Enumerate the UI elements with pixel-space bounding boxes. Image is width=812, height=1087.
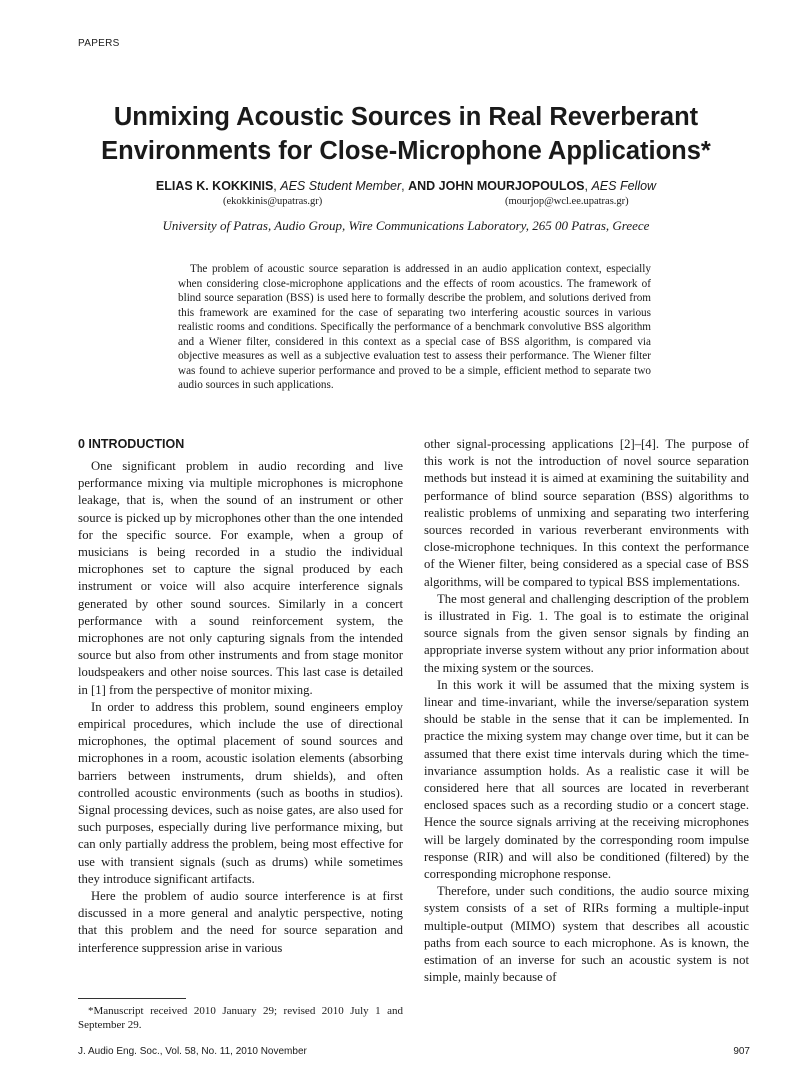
paragraph: One significant problem in audio recording and live performance mixing via multiple microphones is microphone leakage, that is, when the sound of an instrument or other source is picked up by microphones other than the one intended for the specific source. For example, when a group of musicians is being recorded in a studio the individual microphones set to capture the signal produced by each instrument or voice will also acquire interference signals generated by other sound sources. Similarly in a concert performance with a sound reinforcement system, the microphones are not only capturing signals from the intended source but also from other instruments and from stage monitor loudspeakers and other noise sources. This last case is detailed in [1] from the perspective of monitor mixing. [78, 459, 403, 697]
paragraph: other signal-processing applications [2]–[4]. The purpose of this work is not the introduction of novel source separation methods but instead it is aimed at examining the suitability and performance of blind source separation (BSS) algorithms to realistic problems of unmixing and separating two interfering sources recorded in various reverberant environments with close-microphone techniques. In this context the performance of the Wiener filter, being considered as a special case of BSS algorithms, will be compared to typical BSS implementations. [424, 437, 749, 589]
paragraph: Here the problem of audio source interference is at first discussed in a more general and analytic perspective, noting that this problem and the need for source separation and interference suppression arise in various [78, 889, 403, 955]
abstract: The problem of acoustic source separation is addressed in an audio application context, especially when considering close-microphone applications and the effects of room acoustics. The framework of blind source separation (BSS) is used here to formally describe the problem, and solutions derived from this framework are examined for the case of separating two interfering acoustic sources in various realistic rooms and conditions. Specifically the performance of a benchmark convolutive BSS algorithm and a Wiener filter, considered in this context as a special case of BSS algorithm, is compared via objective measures as well as a subjective evaluation test to assess their performance. The Wiener filter was found to achieve superior performance and proved to be a simple, efficient method to separate two audio sources in such applications. [178, 263, 651, 392]
author-separator: , [584, 179, 592, 193]
paper-title [40, 100, 772, 168]
paragraph: Therefore, under such conditions, the audio source mixing system consists of a set of RIRs forming a multiple-input multiple-output (MIMO) system that describes all acoustic paths from each source to each microphone. As is known, the estimation of an inverse for such an acoustic system is not simple, mainly because of [424, 884, 749, 985]
page-number: 907 [733, 1046, 750, 1057]
title-line-2: Environments for Close-Microphone Applications* [101, 137, 711, 165]
author-line [40, 179, 772, 193]
author-separator: , [401, 179, 409, 193]
affiliation: University of Patras, Audio Group, Wire Communications Laboratory, 265 00 Patras, Greece [162, 218, 650, 233]
paragraph: The most general and challenging description of the problem is illustrated in Fig. 1. The goal is to estimate the original source signals from the given sensor signals by finding an appropriate inverse system without any prior information about the mixing system or the sources. [424, 591, 749, 675]
body-column-left [78, 436, 403, 957]
section-heading: 0 INTRODUCTION [78, 437, 185, 451]
author-1-name: ELIAS K. KOKKINIS [155, 179, 274, 193]
author-separator: , [273, 179, 281, 193]
running-head: PAPERS [78, 38, 120, 49]
paragraph: In this work it will be assumed that the mixing system is linear and time-invariant, while the inverse/separation system should be stable in the sense that it can be implemented. In practice the mixing system may change over time, but it can be assumed that there exist time intervals during which the time-invariance assumption holds. As a realistic case it will be considered here that all sources are located in reverberant enclosed spaces such as a recording studio or a concert stage. Hence the source signals arriving at the receiving microphones will be largely dominated by the corresponding room impulse response (RIR) and will also be conditioned (filtered) by the corresponding microphone response. [424, 677, 749, 882]
journal-citation: J. Audio Eng. Soc., Vol. 58, No. 11, 2010 November [78, 1046, 307, 1057]
author-1-email: (ekokkinis@upatras.gr) [223, 196, 323, 207]
paragraph: In order to address this problem, sound engineers employ empirical procedures, which include the use of directional microphones, the optimal placement of sound sources and microphones in a room, acoustic isolation elements (absorbing barriers between instruments, drum shields), and often controlled acoustic environments (such as booths in studios). Signal processing devices, such as noise gates, are also used for such purposes, especially during live performance mixing, but can only partially address the problem, being most effective for use with transient signals (such as drums) while sometimes they introduce significant artifacts. [78, 699, 403, 886]
footnote-rule [78, 998, 186, 999]
author-2-email: (mourjop@wcl.ee.upatras.gr) [505, 196, 629, 207]
body-column-right [424, 436, 749, 987]
author-1-role: AES Student Member [280, 179, 402, 193]
title-line-1: Unmixing Acoustic Sources in Real Reverberant [113, 103, 699, 131]
author-2-role: AES Fellow [591, 179, 657, 193]
footnote: *Manuscript received 2010 January 29; revised 2010 July 1 and September 29. [78, 1005, 403, 1031]
author-2-name: AND JOHN MOURJOPOULOS [408, 179, 585, 193]
